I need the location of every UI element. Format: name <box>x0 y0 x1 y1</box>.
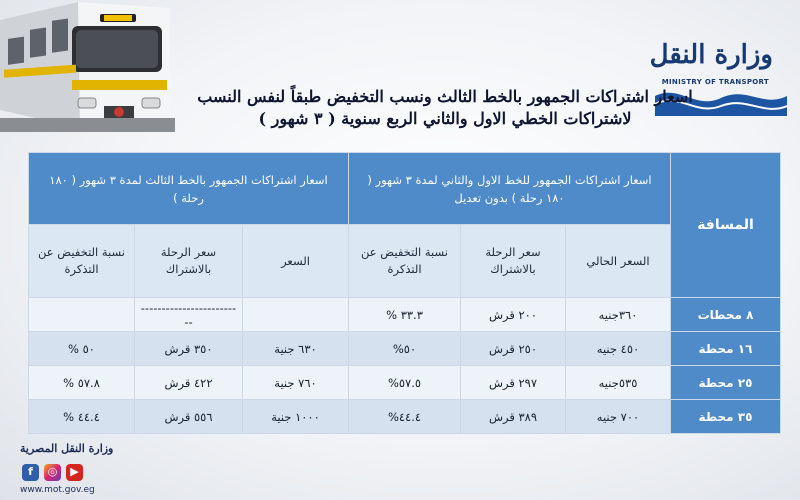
title-line-1: اسعار اشتراكات الجمهور بالخط الثالث ونسب التخفيض طبقاً لنفس النسب <box>197 87 693 106</box>
website-link[interactable]: www.mot.gov.eg <box>20 485 95 495</box>
row-current-price: ٧٠٠ جنيه <box>566 400 671 434</box>
row-distance: ٣٥ محطة <box>671 400 781 434</box>
row-distance: ٢٥ محطة <box>671 366 781 400</box>
row-discount-b: ٥٠ % <box>29 332 135 366</box>
instagram-glyph: ◎ <box>47 465 58 478</box>
logo-english-text: MINISTRY OF TRANSPORT <box>661 78 769 86</box>
row-distance: ١٦ محطة <box>671 332 781 366</box>
row-trip-price-a: ٣٨٩ قرش <box>461 400 566 434</box>
row-trip-price-a: ٢٩٧ قرش <box>461 366 566 400</box>
instagram-icon[interactable] <box>44 464 61 481</box>
subheader-discount-a: نسبة التخفيض عن التذكرة <box>349 225 461 298</box>
row-price: ١٠٠٠ جنية <box>243 400 349 434</box>
row-trip-price-a: ٢٠٠ قرش <box>461 298 566 332</box>
row-current-price: ٣٦٠جنيه <box>566 298 671 332</box>
row-discount-b: ٥٧.٨ % <box>29 366 135 400</box>
row-trip-price-b: ------------------------- <box>135 298 243 332</box>
row-current-price: ٤٥٠ جنيه <box>566 332 671 366</box>
row-discount-a: ٤٤.٤% <box>349 400 461 434</box>
row-distance: ٨ محطات <box>671 298 781 332</box>
subheader-trip-price-b: سعر الرحلة بالاشتراك <box>135 225 243 298</box>
row-trip-price-b: ٤٢٢ قرش <box>135 366 243 400</box>
row-trip-price-b: ٣٥٠ قرش <box>135 332 243 366</box>
table-row <box>29 298 781 332</box>
subheader-current-price: السعر الحالي <box>566 225 671 298</box>
subheader-price: السعر <box>243 225 349 298</box>
subheader-discount-b: نسبة التخفيض عن التذكرة <box>29 225 135 298</box>
row-current-price: ٥٣٥جنيه <box>566 366 671 400</box>
title-line-2: لاشتراكات الخطي الاول والثاني الربع سنوية ( ٣ شهور ) <box>258 109 632 128</box>
row-discount-a: ٥٧.٥% <box>349 366 461 400</box>
footer <box>20 440 130 498</box>
group-header-lines-1-2: اسعار اشتراكات الجمهور للخط الاول والثاني لمدة ٣ شهور ( ١٨٠ رحلة ) بدون تعديل <box>349 153 671 225</box>
footer-ministry-name: وزارة النقل المصرية <box>20 442 114 455</box>
row-discount-a: ٥٠% <box>349 332 461 366</box>
row-price: ٧٦٠ جنية <box>243 366 349 400</box>
logo-arabic-text: وزارة النقل <box>649 40 773 70</box>
subheader-trip-price-a: سعر الرحلة بالاشتراك <box>461 225 566 298</box>
row-price: ٦٣٠ جنية <box>243 332 349 366</box>
group-header-line-3: اسعار اشتراكات الجمهور بالخط الثالث لمدة ٣ شهور ( ١٨٠ رحلة ) <box>29 153 349 225</box>
table-row <box>29 332 781 366</box>
youtube-icon[interactable] <box>66 464 83 481</box>
facebook-icon[interactable] <box>22 464 39 481</box>
metro-train-image <box>0 0 175 132</box>
row-trip-price-b: ٥٥٦ قرش <box>135 400 243 434</box>
row-discount-a: ٣٣.٣ % <box>349 298 461 332</box>
table-row <box>29 400 781 434</box>
youtube-glyph: ▶ <box>70 465 79 478</box>
row-price <box>243 298 349 332</box>
table-row <box>29 366 781 400</box>
page-title <box>180 86 710 130</box>
row-discount-b: ٤٤.٤ % <box>29 400 135 434</box>
row-trip-price-a: ٢٥٠ قرش <box>461 332 566 366</box>
distance-header: المسافة <box>671 153 781 298</box>
facebook-glyph: f <box>28 465 33 478</box>
row-discount-b <box>29 298 135 332</box>
subscription-price-table <box>28 152 781 434</box>
